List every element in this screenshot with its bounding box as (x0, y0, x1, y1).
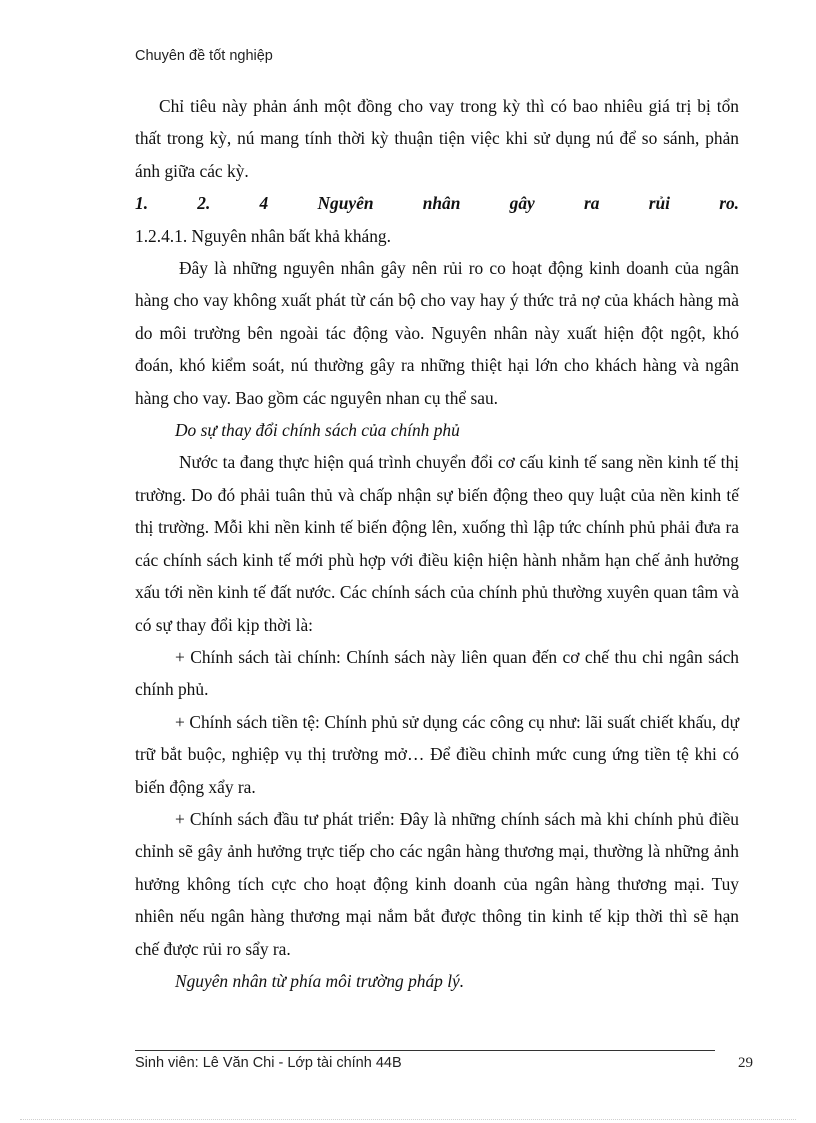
page-body (135, 90, 739, 997)
paragraph-investment-policy: + Chính sách đầu tư phát triển: Đây là những chính sách mà khi chính phủ điều chỉnh sẽ gây ảnh hưởng trực tiếp cho các ngân hàng thương mại, thường là những ảnh hưởng không tích cực cho hoạt động kinh doanh của ngân hàng thương mại. Tuy nhiên nếu ngân hàng thương mại nắm bắt được thông tin kinh tế kịp thời thì sẽ hạn chế được rủi ro sẩy ra. (135, 808, 739, 959)
heading-part: Nguyên (317, 193, 374, 214)
footer-student: Sinh viên: Lê Văn Chi - Lớp tài chính 44B (135, 1055, 402, 1071)
heading-part: rủi (648, 193, 670, 214)
section-heading (135, 187, 739, 219)
heading-part: ra (584, 193, 600, 214)
page-header: Chuyên đề tốt nghiệp (135, 48, 273, 64)
heading-part: ro. (719, 193, 739, 214)
sub-heading: 1.2.4.1. Nguyên nhân bất khả kháng. (135, 225, 391, 246)
paragraph-fiscal-policy: + Chính sách tài chính: Chính sách này liên quan đến cơ chế thu chi ngân sách chính phủ. (135, 646, 739, 700)
italic-heading-legal: Nguyên nhân từ phía môi trường pháp lý. (175, 970, 465, 991)
heading-part: 1. (135, 193, 149, 214)
heading-part: 2. (197, 193, 211, 214)
page-number: 29 (738, 1055, 753, 1071)
page-bottom-border (20, 1119, 796, 1120)
footer-divider (135, 1050, 715, 1051)
paragraph-market-economy: Nước ta đang thực hiện quá trình chuyển đổi cơ cấu kinh tế sang nền kinh tế thị trường. Do đó phải tuân thủ và chấp nhận sự biến động theo quy luật của nền kinh tế thị trường. Mỗi khi nền kinh tế biến động lên, xuống thì lập tức chính phủ phải đưa ra các chính sách kinh tế mới phù hợp với điều kiện hiện hành nhằm hạn chế ảnh hưởng xấu tới nền kinh tế đất nước. Các chính sách của chính phủ thường xuyên quan tâm và có sự thay đổi kịp thời là: (135, 452, 739, 635)
paragraph-loss-ratio: Chỉ tiêu này phản ánh một đồng cho vay trong kỳ thì có bao nhiêu giá trị bị tổn thất trong kỳ, nú mang tính thời kỳ thuận tiện việc khi sử dụng nú để so sánh, phản ánh giữa các kỳ. (135, 96, 739, 181)
paragraph-force-majeure: Đây là những nguyên nhân gây nên rủi ro co hoạt động kinh doanh của ngân hàng cho vay không xuất phát từ cán bộ cho vay hay ý thức trả nợ của khách hàng mà do môi trường bên ngoài tác động vào. Nguyên nhân này xuất hiện đột ngột, khó đoán, khó kiểm soát, nú thường gây ra những thiệt hại lớn cho khách hàng và ngân hàng cho vay. Bao gồm các nguyên nhan cụ thể sau. (135, 258, 739, 408)
heading-part: 4 (259, 193, 269, 214)
italic-heading-policy: Do sự thay đổi chính sách của chính phủ (175, 420, 460, 441)
heading-part: gây (509, 193, 535, 214)
heading-part: nhân (422, 193, 461, 214)
paragraph-monetary-policy: + Chính sách tiền tệ: Chính phủ sử dụng các công cụ như: lãi suất chiết khấu, dự trữ bắt buộc, nghiệp vụ thị trường mở… Để điều chỉnh mức cung ứng tiền tệ khi có biến động xẩy ra. (135, 711, 739, 797)
